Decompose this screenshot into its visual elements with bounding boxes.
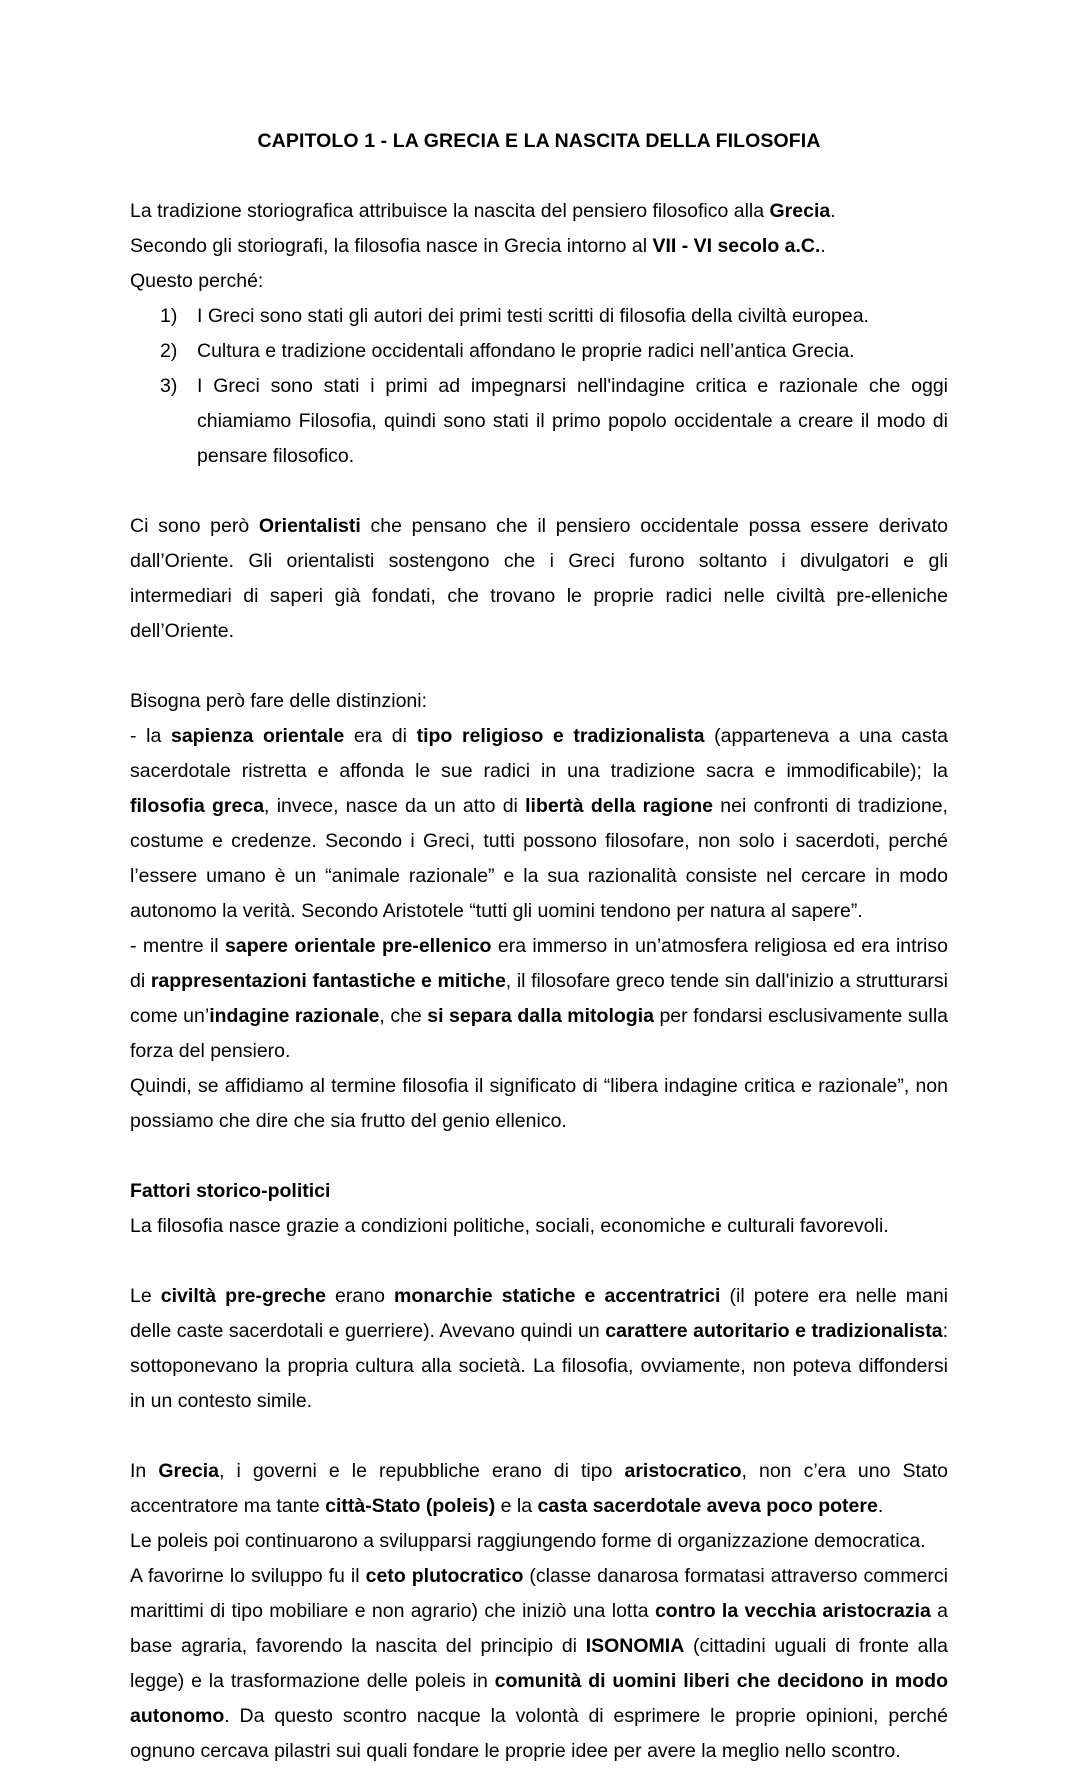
fattori-bold-1: civiltà pre-greche (160, 1285, 326, 1307)
distinzioni-bullet-1 (130, 719, 948, 929)
paragraph-gap (130, 649, 948, 684)
plutocratico-bold-1: ceto plutocratico (365, 1565, 524, 1587)
fattori-seg-3: (il potere era nelle mani delle caste sacerdotali e guerriere). Avevano quindi un (130, 1285, 949, 1342)
bullet1-seg-2: era di (344, 725, 417, 747)
list-item-marker: 1) (160, 305, 178, 327)
grecia-seg-2: , i governi e le repubbliche erano di tipo (219, 1460, 625, 1482)
bullet2-seg-2: era immerso in un’atmosfera religiosa ed era intriso di (130, 935, 948, 992)
intro-line-3: Questo perché: (130, 270, 264, 292)
fattori-subline: La filosofia nasce grazie a condizioni politiche, sociali, economiche e culturali favorevoli. (130, 1215, 889, 1237)
paragraph-poleis: Le poleis poi continuarono a svilupparsi raggiungendo forme di organizzazione democratica. (130, 1530, 926, 1552)
paragraph-in-grecia (130, 1454, 948, 1524)
section-heading-fattori: Fattori storico-politici (130, 1180, 331, 1202)
list-item-marker: 3) (160, 375, 178, 397)
list-item-label: Cultura e tradizione occidentali affondano le proprie radici nell’antica Grecia. (197, 340, 855, 362)
bullet1-bold-3: filosofia greca (130, 795, 265, 817)
plutocratico-seg-5: . Da questo scontro nacque la volontà di esprimere le proprie opinioni, perché ognuno cercava pilastri sui quali fondare le proprie idee per avere la meglio nello scontro. (130, 1705, 948, 1762)
bullet1-seg-1: - la (130, 725, 171, 747)
intro-bold-grecia: Grecia (769, 200, 831, 222)
orientalisti-bold: Orientalisti (258, 515, 361, 537)
bullet2-bold-4: si separa dalla mitologia (427, 1005, 654, 1027)
grecia-bold-3: città-Stato (poleis) (325, 1495, 496, 1517)
plutocratico-seg-4: (cittadini uguali di fronte alla legge) e la trasformazione delle poleis in (130, 1635, 948, 1692)
fattori-seg-4: : sottoponevano la propria cultura alla società. La filosofia, ovviamente, non poteva diffondersi in un contesto simile. (130, 1320, 948, 1412)
bullet1-bold-1: sapienza orientale (170, 725, 345, 747)
bullet2-seg-4: , che (379, 1005, 428, 1027)
document-body (130, 124, 948, 1769)
intro-bold-secolo: VII - VI secolo a.C. (652, 235, 821, 257)
list-item-label: I Greci sono stati i primi ad impegnarsi nell'indagine critica e razionale che oggi chiamiamo Filosofia, quindi sono stati il primo popolo occidentale a creare il modo di pensare filosofico. (197, 375, 948, 467)
grecia-seg-4: e la (495, 1495, 538, 1517)
bullet2-bold-3: indagine razionale (209, 1005, 380, 1027)
bullet1-seg-4: , invece, nasce da un atto di (264, 795, 526, 817)
intro-line-1 (130, 194, 948, 229)
fattori-bold-3: carattere autoritario e tradizionalista (605, 1320, 943, 1342)
intro-line-1-text: La tradizione storiografica attribuisce la nascita del pensiero filosofico alla (130, 200, 770, 222)
plutocratico-bold-3: ISONOMIA (585, 1635, 685, 1657)
bullet2-bold-1: sapere orientale pre-ellenico (225, 935, 492, 957)
grecia-bold-4: casta sacerdotale aveva poco potere (537, 1495, 878, 1517)
bullet1-bold-4: libertà della ragione (525, 795, 714, 817)
list-item (130, 369, 948, 474)
paragraph-orientalisti (130, 509, 948, 649)
list-item (130, 299, 948, 334)
bullet1-seg-3: (apparteneva a una casta sacerdotale ristretta e affonda le sue radici in una tradizione sacra e immodificabile); la (130, 725, 948, 782)
paragraph-gap (130, 474, 948, 509)
grecia-bold-2: aristocratico (624, 1460, 742, 1482)
grecia-seg-1: In (130, 1460, 159, 1482)
grecia-bold-1: Grecia (158, 1460, 220, 1482)
orientalisti-seg-1: Ci sono però (130, 515, 259, 537)
paragraph-gap (130, 1139, 948, 1174)
page-title: CAPITOLO 1 - LA GRECIA E LA NASCITA DELLA FILOSOFIA (257, 130, 821, 152)
bullet1-bold-2: tipo religioso e tradizionalista (416, 725, 705, 747)
list-item-marker: 2) (160, 340, 178, 362)
distinzioni-bullet-2 (130, 929, 948, 1069)
plutocratico-bold-2: contro la vecchia aristocrazia (654, 1600, 931, 1622)
distinzioni-closing: Quindi, se affidiamo al termine filosofia il significato di “libera indagine critica e razionale”, non possiamo che dire che sia frutto del genio ellenico. (130, 1075, 948, 1132)
intro-line-2 (130, 229, 948, 264)
plutocratico-seg-1: A favorirne lo sviluppo fu il (130, 1565, 366, 1587)
grecia-seg-5: . (877, 1495, 884, 1517)
reasons-list (130, 299, 948, 474)
plutocratico-seg-3: a base agraria, favorendo la nascita del principio di (130, 1600, 949, 1657)
plutocratico-bold-4: comunità di uomini liberi che decidono in modo autonomo (130, 1670, 948, 1727)
bullet2-seg-3: , il filosofare greco tende sin dall'inizio a strutturarsi come un’ (130, 970, 948, 1027)
grecia-seg-3: , non c’era uno Stato accentratore ma tante (130, 1460, 948, 1517)
paragraph-civilta-pre-greche (130, 1279, 948, 1419)
fattori-seg-2: erano (325, 1285, 395, 1307)
intro-line-2-text: Secondo gli storiografi, la filosofia nasce in Grecia intorno al (130, 235, 653, 257)
bullet2-seg-1: - mentre il (130, 935, 226, 957)
paragraph-gap (130, 1419, 948, 1454)
intro-line-1-end: . (830, 200, 836, 222)
paragraph-ceto-plutocratico (130, 1559, 948, 1769)
intro-line-2-end: . (820, 235, 826, 257)
bullet1-seg-5: nei confronti di tradizione, costume e credenze. Secondo i Greci, tutti possono filosofare, non solo i sacerdoti, perché l’essere umano è un “animale razionale” e la sua razionalità consiste nel cercare in modo autonomo la verità. Secondo Aristotele “tutti gli uomini tendono per natura al sapere”. (130, 795, 948, 922)
list-item (130, 334, 948, 369)
list-item-label: I Greci sono stati gli autori dei primi testi scritti di filosofia della civiltà europea. (197, 305, 869, 327)
bullet2-bold-2: rappresentazioni fantastiche e mitiche (150, 970, 506, 992)
fattori-bold-2: monarchie statiche e accentratrici (394, 1285, 721, 1307)
paragraph-gap (130, 1244, 948, 1279)
plutocratico-seg-2: (classe danarosa formatasi attraverso commerci marittimi di tipo mobiliare e non agrario) che iniziò una lotta (130, 1565, 948, 1622)
distinzioni-intro: Bisogna però fare delle distinzioni: (130, 690, 428, 712)
fattori-seg-1: Le (130, 1285, 161, 1307)
bullet2-seg-5: per fondarsi esclusivamente sulla forza del pensiero. (130, 1005, 948, 1062)
orientalisti-seg-2: che pensano che il pensiero occidentale possa essere derivato dall’Oriente. Gli orientalisti sostengono che i Greci furono soltanto i divulgatori e gli intermediari di saperi già fondati, che trovano le proprie radici nelle civiltà pre-elleniche dell’Oriente. (130, 515, 948, 642)
